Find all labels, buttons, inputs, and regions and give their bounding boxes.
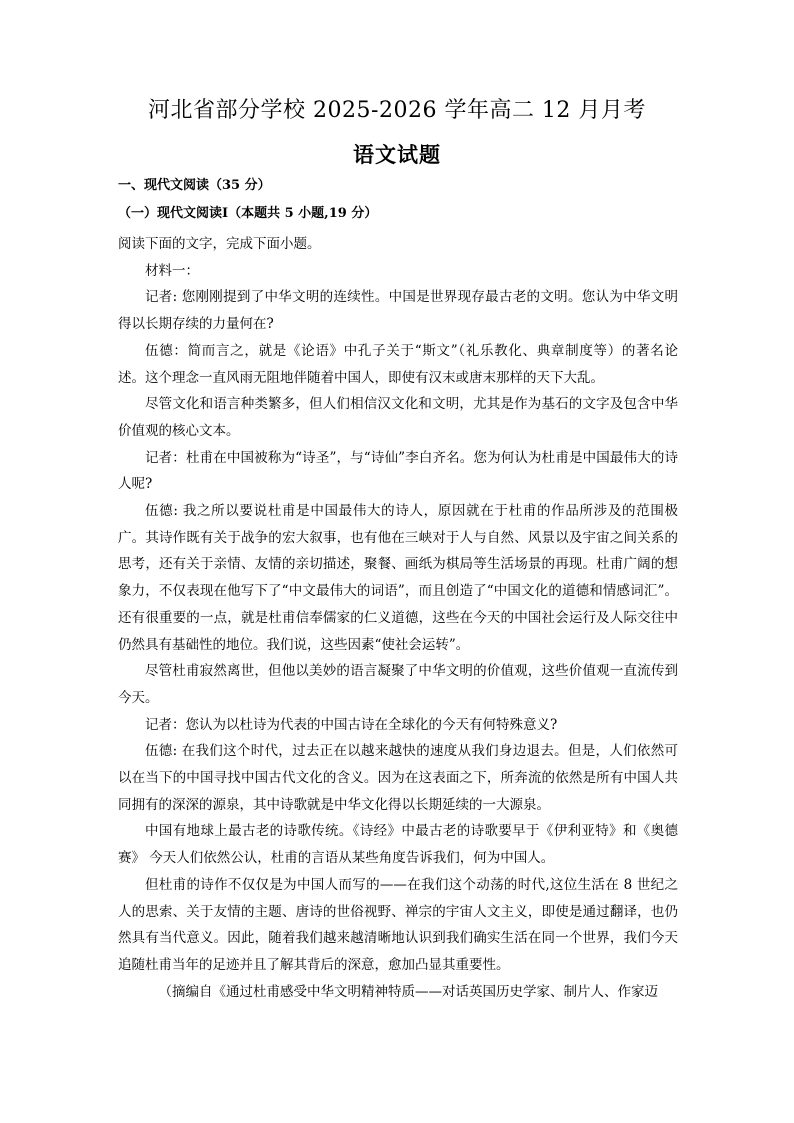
- paragraph: 记者: 您刚刚提到了中华文明的连续性。中国是世界现存最古老的文明。您认为中华文明得以长期存续的力量何在?: [118, 289, 678, 333]
- reading-passage: [118, 231, 678, 1005]
- paragraph: 中国有地球上最古老的诗歌传统。《诗经》中最古老的诗歌要早于《伊利亚特》和《奥德赛》 今天人们依然公认，杜甫的言语从某些角度告诉我们，何为中国人。: [118, 823, 678, 867]
- paragraph: 伍德: 在我们这个时代，过去正在以越来越快的速度从我们身边退去。但是，人们依然可以在当下的中国寻找中国古代文化的含义。因为在这表面之下，所奔流的依然是所有中国人共同拥有的深深的源泉，其中诗歌就是中华文化得以长期延续的一大源泉。: [118, 743, 678, 813]
- source-citation: （摘编自《通过杜甫感受中华文明精神特质——对话英国历史学家、制片人、作家迈: [158, 983, 658, 1000]
- paragraph: 记者：您认为以杜诗为代表的中国古诗在全球化的今天有何特殊意义?: [145, 716, 558, 733]
- exam-subject: 语文试题: [353, 142, 441, 167]
- paragraph: 伍德：简而言之，就是《论语》中孔子关于“斯文”（礼乐教化、典章制度等）的著名论述。这个理念一直风雨无阻地伴随着中国人，即使有汉末或唐末那样的天下大乱。: [118, 342, 678, 386]
- exam-title: 河北省部分学校 2025-2026 学年高二 12 月月考: [148, 98, 646, 123]
- paragraph: 尽管杜甫寂然离世，但他以美妙的语言凝聚了中华文明的价值观，这些价值观一直流传到今天。: [118, 663, 678, 706]
- paragraph: 但杜甫的诗作不仅仅是为中国人而写的——在我们这个动荡的时代,这位生活在 8 世纪之人的思索、关于友情的主题、唐诗的世俗视野、禅宗的宇宙人文主义，即使是通过翻译，也仍然具有当代意义。因此，随着我们越来越清晰地认识到我们确实生活在同一个世界，我们今天追随杜甫当年的足迹并且了解其背后的深意，愈加凸显其重要性。: [118, 876, 678, 973]
- subsection-heading: （一）现代文阅读Ⅰ（本题共 5 小题,19 分）: [118, 206, 378, 221]
- section-heading: 一、现代文阅读（35 分）: [118, 178, 271, 193]
- paragraph: 记者：杜甫在中国被称为“诗圣”，与“诗仙”李白齐名。您为何认为杜甫是中国最伟大的诗人呢?: [118, 449, 678, 493]
- material-label: 材料一：: [145, 262, 199, 279]
- paragraph: 尽管文化和语言种类繁多，但人们相信汉文化和文明，尤其是作为基石的文字及包含中华价值观的核心文本。: [118, 396, 678, 439]
- paragraph: 伍德: 我之所以要说杜甫是中国最伟大的诗人，原因就在于杜甫的作品所涉及的范围极广。其诗作既有关于战争的宏大叙事，也有他在三峡对于人与自然、风景以及宇宙之间关系的思考，还有关于亲情、友情的亲切描述，聚餐、画纸为棋局等生活场景的再现。杜甫广阔的想象力，不仅表现在他写下了“中文最伟大的词语”，而且创造了“中国文化的道德和情感词汇”。还有很重要的一点，就是杜甫信奉儒家的仁义道德，这些在今天的中国社会运行及人际交往中仍然具有基础性的地位。我们说，这些因素“使社会运转”。: [118, 503, 678, 653]
- instruction-text: 阅读下面的文字，完成下面小题。: [118, 236, 321, 252]
